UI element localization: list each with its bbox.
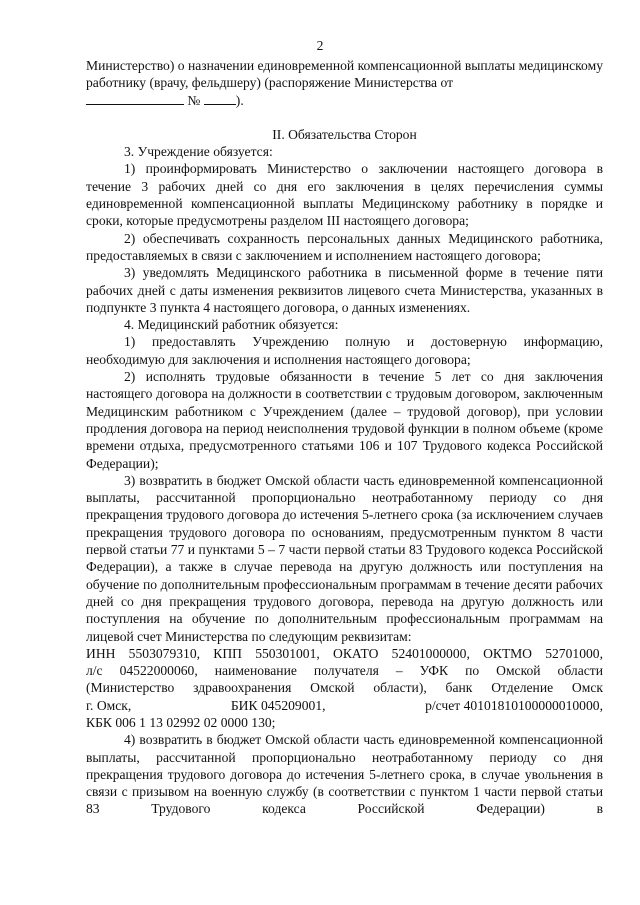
clause-4-head: 4. Медицинский работник обязуется: <box>124 317 339 333</box>
clause-3-item-1: 1) проинформировать Министерство о заключении настоящего договора в течение 3 рабочих дней со дня его заключения в целях перечисления суммы единовременной компенсационной выплаты Медицинскому работнику в порядке и сроки, которые предусмотрены разделом III настоящего договора; <box>86 161 603 229</box>
requisites-line-5: КБК 006 1 13 02992 02 0000 130; <box>86 714 276 730</box>
section-title: II. Обязательства Сторон <box>272 126 417 142</box>
number-sign: № <box>187 92 201 108</box>
clause-3-head: 3. Учреждение обязуется: <box>124 144 273 160</box>
clause-3-item-2: 2) обеспечивать сохранность персональных данных Медицинского работника, предоставляемых в связи с заключением и исполнением настоящего договора; <box>86 230 603 263</box>
clause-4-item-4: 4) возвратить в бюджет Омской области часть единовременной компенсационной выплаты, рассчитанной пропорционально неотработанному периоду со дня прекращения трудового договора до истечения 5-летнего срока, в случае увольнения в связи с призывом на военную службу (в соответствии с пунктом 1 части первой статьи 83 Трудового кодекса Российской Федерации) в <box>86 732 603 817</box>
bank-requisites <box>86 645 603 731</box>
requisites-account: р/счет 40101810100000010000, <box>425 697 603 713</box>
intro-paragraph <box>86 57 603 109</box>
requisites-line-1: ИНН 5503079310, КПП 550301001, ОКАТО 52401000000, ОКТМО 52701000, <box>86 645 603 661</box>
number-blank <box>204 92 236 105</box>
requisites-city: г. Омск, <box>86 697 132 713</box>
clause-4-item-1: 1) предоставлять Учреждению полную и достоверную информацию, необходимую для заключения и исполнения настоящего договора; <box>86 334 603 367</box>
intro-text: Министерство) о назначении единовременной компенсационной выплаты медицинскому работнику (врачу, фельдшеру) (распоряжение Министерства от <box>86 58 603 91</box>
clause-4-item-3: 3) возвратить в бюджет Омской области часть единовременной компенсационной выплаты, рассчитанной пропорционально неотработанному периоду со дня прекращения трудового договора до истечения 5-летнего срока (за исключением случаев прекращения трудового договора по основаниям, предусмотренным пунктом 8 части первой статьи 77 и пунктами 5 – 7 части первой статьи 83 Трудового кодекса Российской Федерации), а также в случае перевода на другую должность или поступления на обучение по дополнительным профессиональным программам в течение десяти рабочих дней со дня прекращения трудового договора, перевода на другую должность или поступления на обучение по дополнительным профессиональным программам на лицевой счет Министерства по следующим реквизитам: <box>86 472 603 644</box>
requisites-line-2: л/с 04522000060, наименование получателя – УФК по Омской области <box>86 663 603 679</box>
requisites-bik: БИК 045209001, <box>230 697 326 713</box>
page-number: 2 <box>316 38 324 53</box>
intro-close: ). <box>235 92 244 108</box>
clause-3-item-3: 3) уведомлять Медицинского работника в письменной форме в течение пяти рабочих дней с даты изменения реквизитов лицевого счета Министерства, указанных в подпункте 3 пункта 4 настоящего договора, о данных изменениях. <box>86 265 603 315</box>
clause-4-item-2: 2) исполнять трудовые обязанности в течение 5 лет со дня заключения настоящего договора на должности в соответствии с трудовым договором, заключенным Медицинским работником с Учреждением (далее – трудовой договор), при условии продления договора на период неисполнения трудовой функции в полном объеме (кроме времени отдыха, предусмотренного статьями 106 и 107 Трудового кодекса Российской Федерации); <box>86 369 603 471</box>
requisites-line-3: (Министерство здравоохранения Омской области), банк Отделение Омск <box>86 680 603 696</box>
document-body <box>86 57 603 818</box>
requisites-line-4 <box>86 697 603 714</box>
date-blank <box>86 92 184 105</box>
